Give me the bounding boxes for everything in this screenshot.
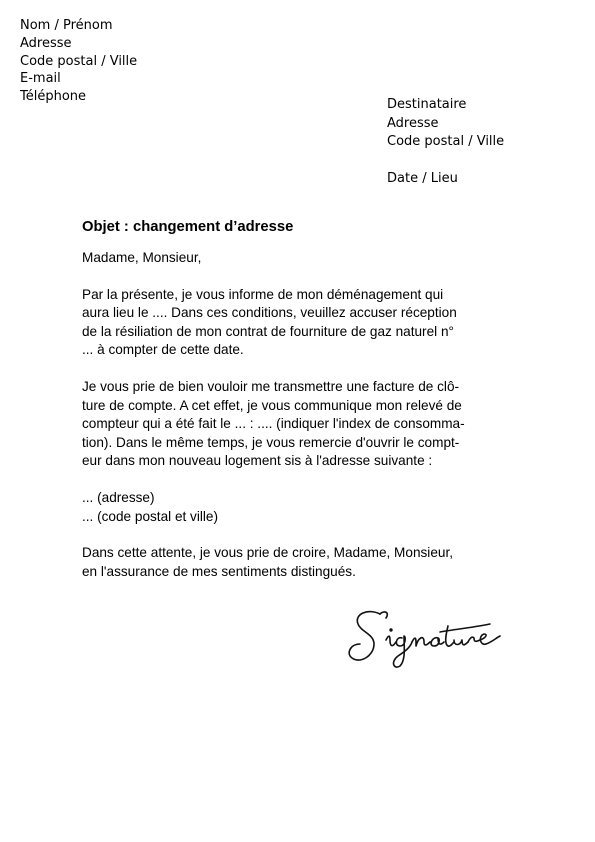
- sender-email: E-mail: [20, 71, 61, 87]
- paragraph-line: Dans cette attente, je vous prie de croire, Madame, Monsieur,: [82, 545, 453, 561]
- paragraph-final-invoice: [82, 378, 522, 471]
- sender-phone: Téléphone: [20, 89, 87, 105]
- letter-salutation: Madame, Monsieur,: [82, 250, 202, 265]
- recipient-postal-city: Code postal / Ville: [387, 134, 505, 149]
- signature-drawing: [340, 600, 510, 680]
- paragraph-line: Par la présente, je vous informe de mon déménagement qui: [82, 286, 444, 302]
- paragraph-line: Je vous prie de bien vouloir me transmettre une facture de clô-: [82, 378, 460, 394]
- letter-subject: Objet : changement d’adresse: [82, 219, 294, 235]
- paragraph-line: ture de compte. A cet effet, je vous communique mon relevé de: [82, 397, 462, 413]
- paragraph-closing: [82, 544, 522, 581]
- handwritten-signature: [340, 600, 510, 680]
- paragraph-line: compteur qui a été fait le ... : .... (indiquer l'index de consomma-: [82, 416, 465, 432]
- paragraph-new-address: [82, 489, 522, 526]
- address-line: ... (adresse): [82, 489, 155, 505]
- paragraph-line: de la résiliation de mon contrat de fourniture de gaz naturel n°: [82, 323, 454, 339]
- letter-body: [82, 218, 522, 581]
- sender-address: Adresse: [20, 35, 72, 51]
- recipient-block: [387, 96, 504, 188]
- paragraph-line: en l'assurance de mes sentiments distingués.: [82, 563, 356, 579]
- recipient-name: Destinataire: [387, 97, 467, 112]
- recipient-address: Adresse: [387, 115, 439, 131]
- date-place: Date / Lieu: [387, 170, 458, 186]
- sender-postal-city: Code postal / Ville: [20, 53, 138, 69]
- paragraph-line: aura lieu le .... Dans ces conditions, veuillez accuser réception: [82, 305, 457, 321]
- postal-city-line: ... (code postal et ville): [82, 508, 218, 524]
- paragraph-line: eur dans mon nouveau logement sis à l'adresse suivante :: [82, 453, 433, 469]
- paragraph-line: ... à compter de cette date.: [82, 342, 244, 358]
- paragraph-line: tion). Dans le même temps, je vous remercie d'ouvrir le compt-: [82, 434, 460, 450]
- sender-name: Nom / Prénom: [20, 18, 113, 33]
- sender-block: [20, 17, 137, 106]
- paragraph-moving-notice: [82, 286, 522, 360]
